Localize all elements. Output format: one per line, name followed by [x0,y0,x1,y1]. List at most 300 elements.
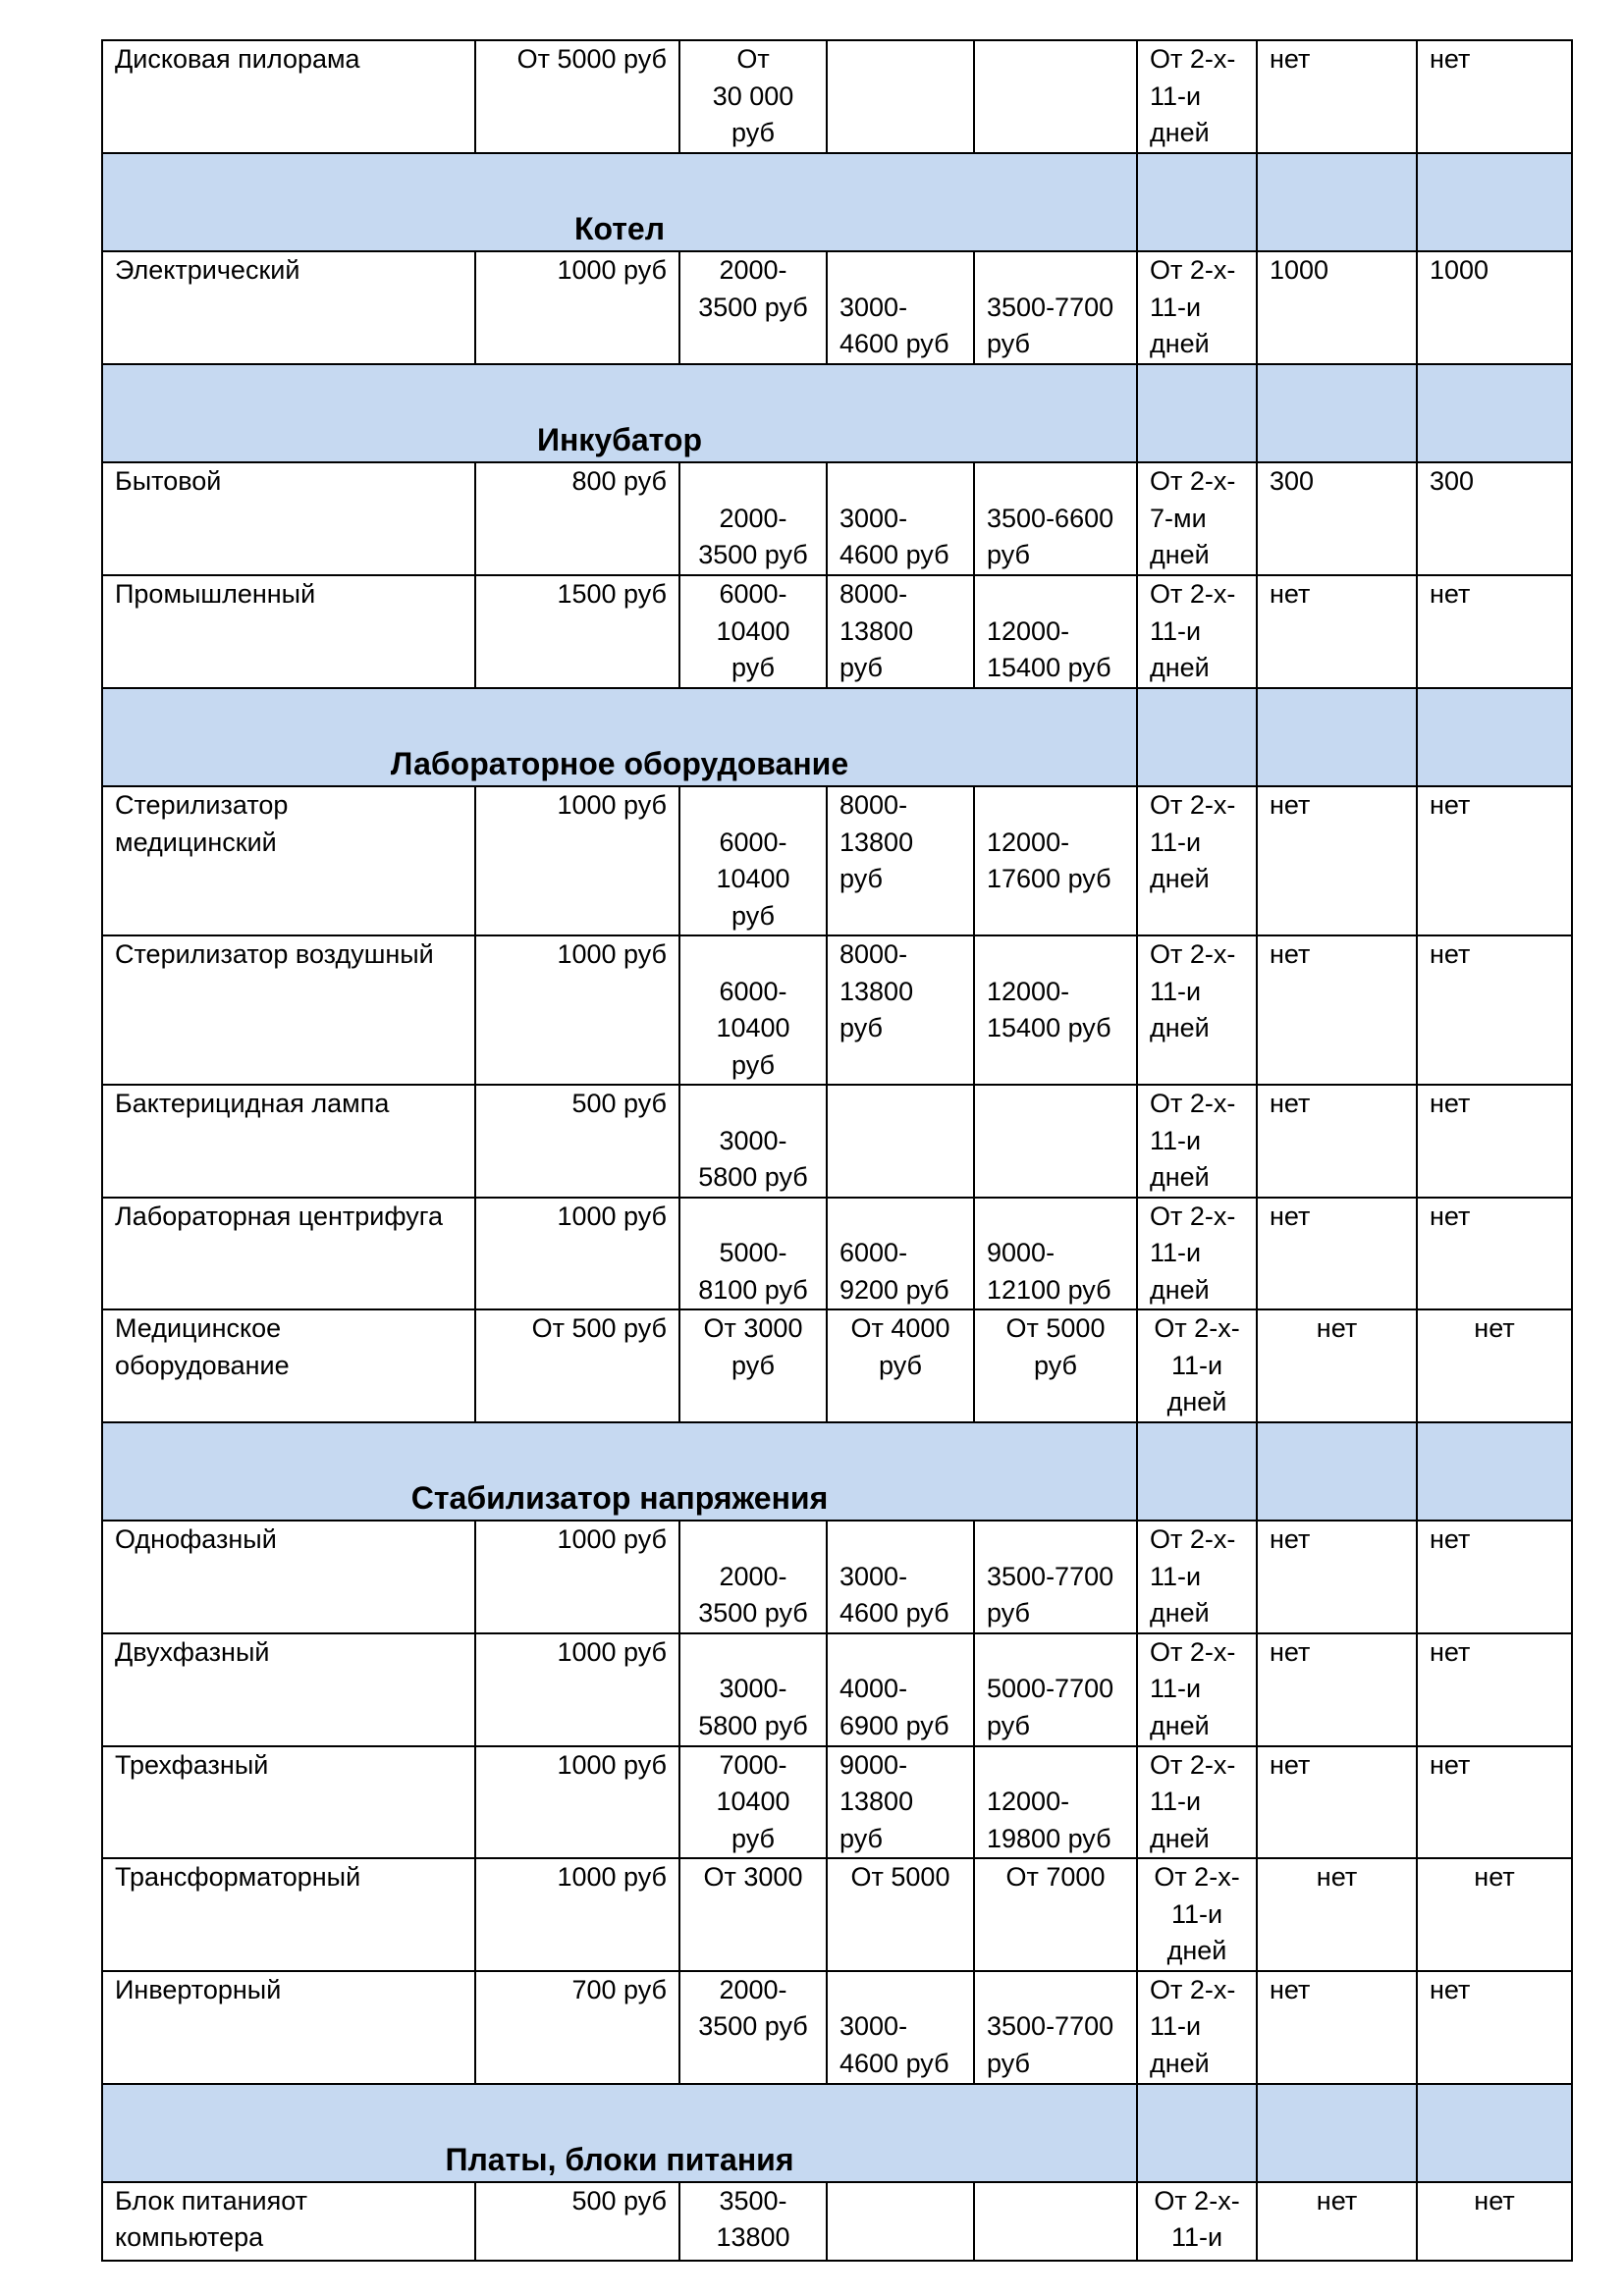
cell-text-line: От 2-х- [1150,939,1236,969]
cell-text-line: нет [1270,1524,1311,1554]
cell-text-line: 12100 руб [987,1274,1111,1305]
cell-text-line: От 5000 руб [516,44,667,74]
price-col-3-cell [679,1633,827,1746]
cell-text-line: Двухфазный [115,1636,270,1667]
cell-text-line: нет [1430,1524,1471,1554]
price-col-5-cell [974,1521,1137,1633]
cell-text-line: 3500-7700 [987,292,1114,322]
cell-text-line: нет [1270,1749,1311,1780]
cell-text-line: руб [731,1049,775,1080]
section-title: Лабораторное оборудование [102,688,1137,786]
cell-text-line: нет [1474,1313,1515,1343]
repair-price-from-cell [475,251,679,364]
cell-text-line: 15400 руб [987,1013,1111,1042]
cell-text-line: 12000- [987,615,1070,646]
cell-text-line: 15400 руб [987,653,1111,682]
cell-text-line: нет [1474,1862,1515,1892]
cell-text-line: 3500 руб [698,540,808,569]
cell-text-line: дней [1150,653,1210,682]
cell-text-line: дней [1166,1936,1227,1965]
cell-text-line: нет [1316,1862,1358,1892]
cell-text-line [839,252,961,290]
cell-text-line: 10400 [716,615,790,646]
cell-text-line: 11-и [1150,1674,1202,1703]
cell-text-line [987,1522,1124,1559]
cell-text-line: дней [1150,1274,1210,1305]
cell-text-line: 11-и [1150,1787,1202,1816]
value-col-7-cell [1257,1085,1417,1198]
cell-text-line: 12000- [987,1787,1070,1816]
repair-price-from-cell [475,1309,679,1422]
section-empty-cell [1137,688,1257,786]
item-name-cell [102,1198,475,1310]
cell-text-line: 9000- [987,1238,1056,1267]
cell-text-line: 4600 руб [839,329,949,358]
section-empty-cell [1417,1422,1572,1521]
value-col-8-cell [1417,575,1572,688]
cell-text-line: 13800 [716,2222,790,2252]
cell-text-line: От 5000 [850,1862,950,1892]
price-col-5-cell [974,1971,1137,2084]
cell-text-line: руб [731,1823,775,1853]
cell-text-line [692,1199,814,1236]
value-col-7-cell [1257,935,1417,1085]
price-table-body [102,40,1572,2261]
cell-text-line: медицинский [115,827,277,857]
price-col-4-cell [827,786,974,935]
repair-price-from-cell [475,1085,679,1198]
cell-text-line: нет [1474,2185,1515,2216]
cell-text-line: 3500 руб [698,2011,808,2041]
value-col-7-cell [1257,1633,1417,1746]
cell-text-line: нет [1316,2185,1358,2216]
cell-text-line: 9200 руб [839,1274,949,1305]
section-header-row [102,688,1572,786]
cell-text-line: 12000- [987,976,1070,1006]
value-col-7-cell [1257,462,1417,575]
cell-text-line: 500 руб [571,1089,667,1118]
item-name-cell [102,40,475,153]
repair-term-cell [1137,935,1257,1085]
cell-text-line: 10400 [716,1013,790,1042]
cell-text-line: Стерилизатор [115,790,289,820]
cell-text-line: 1000 руб [557,1862,667,1892]
cell-text-line: 13800 [839,827,914,857]
price-col-5-cell [974,251,1137,364]
value-col-7-cell [1257,2182,1417,2261]
cell-text-line: 1000 руб [557,1636,667,1667]
table-row [102,1746,1572,1859]
value-col-7-cell [1257,575,1417,688]
cell-text-line: 11-и [1150,615,1202,646]
price-col-5-cell [974,1633,1137,1746]
section-empty-cell [1137,1422,1257,1521]
cell-text-line: нет [1430,939,1471,969]
section-title: Стабилизатор напряжения [102,1422,1137,1521]
cell-text-line: 6000- [719,976,787,1006]
price-col-5-cell [974,1858,1137,1971]
cell-text-line [692,1522,814,1559]
cell-text-line: 2000- [719,255,787,285]
cell-text-line: От [736,44,770,74]
cell-text-line: От 2-х- [1150,44,1236,74]
value-col-8-cell [1417,2182,1572,2261]
cell-text-line: От 2-х- [1150,1524,1236,1554]
cell-text-line: 3500- [719,2185,787,2216]
cell-text-line: 3000- [719,1674,787,1703]
cell-text-line: 3000- [839,292,908,322]
section-title: Инкубатор [102,364,1137,462]
price-col-5-cell [974,2182,1137,2261]
cell-text-line: нет [1270,1636,1311,1667]
item-name-cell [102,1309,475,1422]
item-name-cell [102,251,475,364]
repair-price-from-cell [475,2182,679,2261]
price-col-3-cell [679,935,827,1085]
cell-text-line: нет [1270,939,1311,969]
table-row [102,575,1572,688]
cell-text-line [839,1086,961,1123]
value-col-7-cell [1257,1746,1417,1859]
section-title: Котел [102,153,1137,251]
cell-text-line: От 4000 [850,1313,950,1343]
cell-text-line: нет [1430,1089,1471,1118]
cell-text-line: нет [1270,579,1311,609]
cell-text-line: дней [1150,1013,1210,1042]
price-col-4-cell [827,1309,974,1422]
cell-text-line: 800 руб [571,466,667,496]
price-col-5-cell [974,1198,1137,1310]
cell-text-line: дней [1150,118,1210,147]
cell-text-line: нет [1316,1313,1358,1343]
section-empty-cell [1257,2084,1417,2182]
cell-text-line: От 2-х- [1150,255,1236,285]
value-col-8-cell [1417,786,1572,935]
price-col-3-cell [679,1971,827,2084]
price-col-4-cell [827,1971,974,2084]
cell-text-line: 11-и [1170,1350,1223,1380]
value-col-7-cell [1257,1521,1417,1633]
cell-text-line: 9000- [839,1749,908,1780]
cell-text-line [987,252,1124,290]
value-col-7-cell [1257,1198,1417,1310]
repair-term-cell [1137,251,1257,364]
section-empty-cell [1417,2084,1572,2182]
cell-text-line: компьютера [115,2222,264,2252]
repair-price-from-cell [475,40,679,153]
cell-text-line: 3000- [839,2011,908,2041]
item-name-cell [102,935,475,1085]
value-col-8-cell [1417,1858,1572,1971]
price-col-4-cell [827,251,974,364]
cell-text-line: Лабораторная центрифуга [115,1201,444,1231]
value-col-8-cell [1417,251,1572,364]
cell-text-line: От 2-х- [1150,1749,1236,1780]
cell-text-line: 5800 руб [698,1162,808,1192]
cell-text-line [987,1747,1124,1785]
cell-text-line [987,576,1124,614]
value-col-8-cell [1417,1198,1572,1310]
cell-text-line [987,1199,1124,1236]
cell-text-line: 11-и [1170,1898,1223,1929]
cell-text-line [987,41,1124,79]
repair-term-cell [1137,1858,1257,1971]
cell-text-line: нет [1270,1201,1311,1231]
table-row [102,1633,1572,1746]
price-col-5-cell [974,575,1137,688]
price-col-4-cell [827,1085,974,1198]
cell-text-line: руб [1034,1350,1077,1380]
cell-text-line [839,1972,961,2009]
cell-text-line: дней [1150,1710,1210,1740]
table-row [102,1521,1572,1633]
repair-price-from-cell [475,1633,679,1746]
cell-text-line: руб [987,1598,1030,1628]
cell-text-line: 13800 [839,976,914,1006]
cell-text-line [692,1634,814,1672]
price-col-4-cell [827,1858,974,1971]
repair-term-cell [1137,575,1257,688]
cell-text-line: 6900 руб [839,1710,949,1740]
price-col-5-cell [974,1746,1137,1859]
cell-text-line: 6000- [719,827,787,857]
section-header-row [102,364,1572,462]
cell-text-line: дней [1150,2048,1210,2078]
section-empty-cell [1417,153,1572,251]
cell-text-line: 1000 [1430,255,1489,285]
value-col-8-cell [1417,1746,1572,1859]
cell-text-line: От 3000 [703,1862,803,1892]
item-name-cell [102,575,475,688]
cell-text-line: руб [879,1350,922,1380]
cell-text-line: нет [1270,790,1311,820]
cell-text-line: 10400 [716,864,790,893]
price-col-3-cell [679,1858,827,1971]
cell-text-line: 5000- [719,1238,787,1267]
cell-text-line: 13800 [839,615,914,646]
cell-text-line: Трехфазный [115,1749,269,1780]
cell-text-line: 700 руб [571,1974,667,2004]
section-header-row [102,2084,1572,2182]
cell-text-line: руб [987,2048,1030,2078]
table-row [102,40,1572,153]
price-col-5-cell [974,1085,1137,1198]
repair-term-cell [1137,1309,1257,1422]
cell-text-line: Стерилизатор воздушный [115,939,434,969]
cell-text-line: нет [1430,790,1471,820]
cell-text-line: 500 руб [571,2185,667,2216]
cell-text-line [839,463,961,501]
table-row [102,935,1572,1085]
cell-text-line: 1000 руб [557,255,667,285]
cell-text-line: 1000 руб [557,939,667,969]
repair-term-cell [1137,1521,1257,1633]
value-col-7-cell [1257,786,1417,935]
cell-text-line: дней [1150,540,1210,569]
price-table [101,39,1573,2262]
cell-text-line: руб [731,900,775,931]
price-col-4-cell [827,1521,974,1633]
cell-text-line: 3500-6600 [987,503,1114,533]
cell-text-line: 3500-7700 [987,1561,1114,1591]
cell-text-line: дней [1150,1162,1210,1192]
cell-text-line: Дисковая пилорама [115,44,360,74]
cell-text-line: нет [1430,44,1471,74]
cell-text-line: Трансформаторный [115,1862,361,1892]
price-col-4-cell [827,1198,974,1310]
cell-text-line: 3500 руб [698,292,808,322]
cell-text-line: 8000- [839,939,908,969]
cell-text-line: От 2-х- [1154,1313,1240,1343]
value-col-8-cell [1417,1633,1572,1746]
price-col-3-cell [679,1198,827,1310]
repair-term-cell [1137,40,1257,153]
cell-text-line: От 2-х- [1150,466,1236,496]
item-name-cell [102,1085,475,1198]
cell-text-line: 1000 руб [557,1201,667,1231]
cell-text-line: Медицинское [115,1313,282,1343]
price-col-4-cell [827,935,974,1085]
cell-text-line: 4600 руб [839,2048,949,2078]
price-col-3-cell [679,575,827,688]
cell-text-line: 5800 руб [698,1710,808,1740]
cell-text-line: 7000- [719,1749,787,1780]
cell-text-line: От 2-х- [1154,1862,1240,1892]
section-header-row [102,153,1572,251]
cell-text-line: От 2-х- [1150,1636,1236,1667]
cell-text-line: 3000- [839,503,908,533]
cell-text-line: 11-и [1150,1125,1202,1155]
section-empty-cell [1257,153,1417,251]
cell-text-line: 3000- [719,1125,787,1155]
repair-price-from-cell [475,1971,679,2084]
price-col-4-cell [827,575,974,688]
cell-text-line: дней [1150,329,1210,358]
cell-text-line: Инверторный [115,1974,282,2004]
price-col-3-cell [679,40,827,153]
cell-text-line: 2000- [719,503,787,533]
cell-text-line: 19800 руб [987,1823,1111,1853]
repair-term-cell [1137,2182,1257,2261]
price-col-3-cell [679,1521,827,1633]
repair-term-cell [1137,1746,1257,1859]
table-row [102,462,1572,575]
price-col-5-cell [974,935,1137,1085]
cell-text-line: Бытовой [115,466,222,496]
cell-text-line [839,41,961,79]
repair-price-from-cell [475,1858,679,1971]
cell-text-line [839,1522,961,1559]
table-row [102,1971,1572,2084]
item-name-cell [102,1858,475,1971]
table-row [102,1858,1572,1971]
cell-text-line: нет [1270,1974,1311,2004]
value-col-7-cell [1257,1858,1417,1971]
cell-text-line: От 2-х- [1150,790,1236,820]
cell-text-line: руб [987,329,1030,358]
cell-text-line: 11-и [1150,976,1202,1006]
cell-text-line: нет [1430,1636,1471,1667]
cell-text-line: руб [839,653,883,682]
cell-text-line: нет [1430,1749,1471,1780]
cell-text-line: 11-и [1150,80,1202,111]
value-col-8-cell [1417,40,1572,153]
cell-text-line: дней [1166,1387,1227,1416]
cell-text-line: 3000- [839,1561,908,1591]
cell-text-line: 7-ми [1150,503,1207,533]
cell-text-line [839,1199,961,1236]
cell-text-line [839,1634,961,1672]
cell-text-line: 8000- [839,579,908,609]
repair-price-from-cell [475,1746,679,1859]
cell-text-line: От 2-х- [1154,2185,1240,2216]
cell-text-line [692,1086,814,1123]
cell-text-line: 17600 руб [987,864,1111,893]
value-col-8-cell [1417,1971,1572,2084]
cell-text-line: дней [1150,1598,1210,1628]
value-col-8-cell [1417,1085,1572,1198]
table-row [102,786,1572,935]
item-name-cell [102,1521,475,1633]
price-table-container [101,39,1571,2262]
cell-text-line: руб [731,1350,775,1380]
cell-text-line: руб [987,1710,1030,1740]
repair-price-from-cell [475,1521,679,1633]
price-col-5-cell [974,40,1137,153]
table-row [102,1198,1572,1310]
price-col-4-cell [827,2182,974,2261]
price-col-3-cell [679,251,827,364]
cell-text-line: 4600 руб [839,1598,949,1628]
cell-text-line: Однофазный [115,1524,277,1554]
price-col-3-cell [679,462,827,575]
section-empty-cell [1417,364,1572,462]
section-header-row [102,1422,1572,1521]
cell-text-line [987,1634,1124,1672]
cell-text-line [692,463,814,501]
price-col-3-cell [679,786,827,935]
cell-text-line: 4000- [839,1674,908,1703]
price-col-4-cell [827,1633,974,1746]
cell-text-line: нет [1430,1974,1471,2004]
item-name-cell [102,1633,475,1746]
table-row [102,1309,1572,1422]
cell-text-line: 11-и [1150,1238,1202,1267]
value-col-8-cell [1417,462,1572,575]
price-col-3-cell [679,1085,827,1198]
cell-text-line: 2000- [719,1974,787,2004]
cell-text-line [987,463,1124,501]
price-col-4-cell [827,1746,974,1859]
item-name-cell [102,2182,475,2261]
repair-price-from-cell [475,1198,679,1310]
cell-text-line: 6000- [719,579,787,609]
item-name-cell [102,786,475,935]
cell-text-line: оборудование [115,1350,290,1380]
repair-term-cell [1137,786,1257,935]
section-empty-cell [1137,153,1257,251]
cell-text-line: 1000 [1270,255,1329,285]
cell-text-line: 11-и [1150,292,1202,322]
cell-text-line: руб [839,864,883,893]
cell-text-line: 8000- [839,790,908,820]
cell-text-line: От 2-х- [1150,1089,1236,1118]
item-name-cell [102,1971,475,2084]
price-col-5-cell [974,462,1137,575]
cell-text-line: Электрический [115,255,300,285]
cell-text-line: 11-и [1170,2222,1223,2252]
cell-text-line: нет [1270,44,1311,74]
